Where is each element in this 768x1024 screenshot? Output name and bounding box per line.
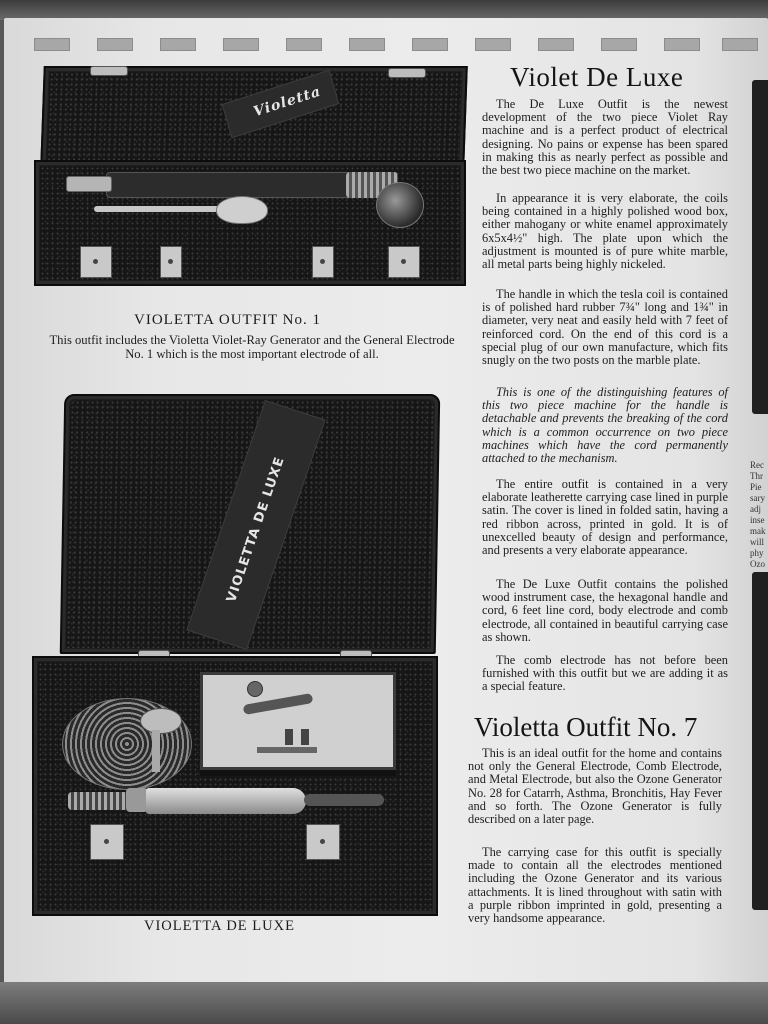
plug-post xyxy=(301,729,309,745)
adjustment-knob xyxy=(247,681,263,697)
electrode-stem xyxy=(94,206,224,212)
paragraph: The De Luxe Outfit is the newest development of the two piece Violet Ray machine and is a perfect product of electrical designing. No pains or expense has been spared in making this as nearly perfect as possible and the best two piece machine on the market. xyxy=(482,97,728,178)
paragraph-italic: This is one of the distinguishing features of this two piece machine for the handle is detachable and prevents the breaking of the cord which is a common occurrence on two piece machines which have the cord permanently attached to the mechanism. xyxy=(482,385,728,466)
heading-violetta-outfit-7: Violetta Outfit No. 7 xyxy=(474,712,698,742)
handle-tip xyxy=(66,176,112,192)
case-base xyxy=(34,160,466,286)
paragraph: The De Luxe Outfit contains the polished wood instrument case, the hexagonal handle and cord, 6 feet line cord, body electrode and comb electrode, all contained in beautiful carrying case as shown. xyxy=(482,577,728,644)
perforation-hole xyxy=(475,38,511,51)
maker-plate xyxy=(257,747,317,753)
case-lid xyxy=(40,66,468,168)
fragment-line: inse xyxy=(750,515,765,525)
perforation-hole xyxy=(223,38,259,51)
handle-collar xyxy=(126,788,148,812)
fragment-line: mak xyxy=(750,526,766,536)
cord-coil xyxy=(376,182,424,228)
hinge xyxy=(90,66,128,76)
latch-rivet xyxy=(104,839,109,844)
paragraph: In appearance it is very elaborate, the coils being contained in a highly polished wood box, either mahogany or white enamel approximately 6x5x4½" high. The plate upon which the adjustment is mounted is of pure white marble, all metal parts being highly nickeled. xyxy=(482,191,728,272)
latch-rivet xyxy=(320,259,325,264)
paragraph: The carrying case for this outfit is specially made to contain all the electrodes mentioned including the Ozone Generator and its various attachments. It is lined throughout with satin with a purple ribbon imprinted in gold, presenting a very handsome appearance. xyxy=(468,845,722,926)
perforation-hole xyxy=(722,38,758,51)
hinge xyxy=(388,68,426,78)
scan-top-edge xyxy=(0,0,768,20)
case-lid xyxy=(60,394,441,654)
handle-coil-end xyxy=(68,792,128,810)
perforation-hole xyxy=(286,38,322,51)
perforation-hole xyxy=(664,38,700,51)
hexagonal-handle xyxy=(304,794,384,806)
perforation-hole xyxy=(538,38,574,51)
lid-ribbon-label: VIOLETTA DE LUXE xyxy=(224,454,288,605)
perforation-hole xyxy=(97,38,133,51)
latch xyxy=(160,246,182,278)
paragraph: The handle in which the tesla coil is contained is of polished hard rubber 7¾" long and 1¾" in diameter, very neat and easily held with 7 feet of reinforced cord. On the end of this cord is a special plug of our own manufacture, which fits snugly on the two posts on the marble plate. xyxy=(482,287,728,368)
perforation-hole xyxy=(349,38,385,51)
fragment-line: phy xyxy=(750,548,764,558)
latch xyxy=(312,246,334,278)
fragment-line: sary xyxy=(750,493,765,503)
fragment-line: Thr xyxy=(750,471,763,481)
fragment-line: Rec xyxy=(750,460,764,470)
perforation-hole xyxy=(160,38,196,51)
adjacent-page-text-fragment xyxy=(750,460,768,570)
instrument-box-marble-plate xyxy=(200,672,396,770)
latch-rivet xyxy=(93,259,98,264)
paragraph: This is an ideal outfit for the home and contains not only the General Electrode, Comb Electrode, and Metal Electrode, but also the Ozone Generator No. 28 for Catarrh, Asthma, Bronchitis, Hay Fever and so forth. The Ozone Generator is fully described on a later page. xyxy=(468,746,722,827)
comb-electrode xyxy=(146,788,306,814)
body-electrode xyxy=(140,708,182,734)
description-outfit-1: This outfit includes the Violetta Violet-Ray Generator and the General Electrode No. 1 which is the most important electrode of all. xyxy=(49,333,455,361)
fragment-line: adj xyxy=(750,504,761,514)
fragment-line: Pie xyxy=(750,482,762,492)
plug-post xyxy=(285,729,293,745)
fragment-line: Ozo xyxy=(750,559,765,569)
electrode-stem xyxy=(152,730,160,772)
perforation-hole xyxy=(601,38,637,51)
fragment-line: will xyxy=(750,537,765,547)
case-base xyxy=(32,656,438,916)
latch xyxy=(90,824,124,860)
adjacent-page-illustration xyxy=(752,80,768,414)
latch xyxy=(388,246,420,278)
adjacent-page-illustration xyxy=(752,572,768,910)
lid-ribbon-label: Violetta xyxy=(251,83,323,121)
latch-rivet xyxy=(168,259,173,264)
paragraph: The comb electrode has not before been furnished with this outfit but we are adding it as a special feature. xyxy=(482,653,728,694)
caption-outfit-1: VIOLETTA OUTFIT No. 1 xyxy=(134,312,322,328)
heading-violet-de-luxe: Violet De Luxe xyxy=(510,62,684,92)
latch xyxy=(80,246,112,278)
latch-rivet xyxy=(401,259,406,264)
scan-bottom-edge xyxy=(0,982,768,1024)
latch-rivet xyxy=(320,839,325,844)
latch xyxy=(306,824,340,860)
perforation-hole xyxy=(34,38,70,51)
general-electrode xyxy=(216,196,268,224)
paragraph: The entire outfit is contained in a very elaborate leatherette carrying case lined in purple satin. The cover is lined in folded satin, having a red ribbon across, printed in gold. It is of unexcelled beauty of design and performance, and presents a very elaborate appearance. xyxy=(482,477,728,558)
caption-de-luxe: VIOLETTA DE LUXE xyxy=(144,918,295,934)
perforation-hole xyxy=(412,38,448,51)
